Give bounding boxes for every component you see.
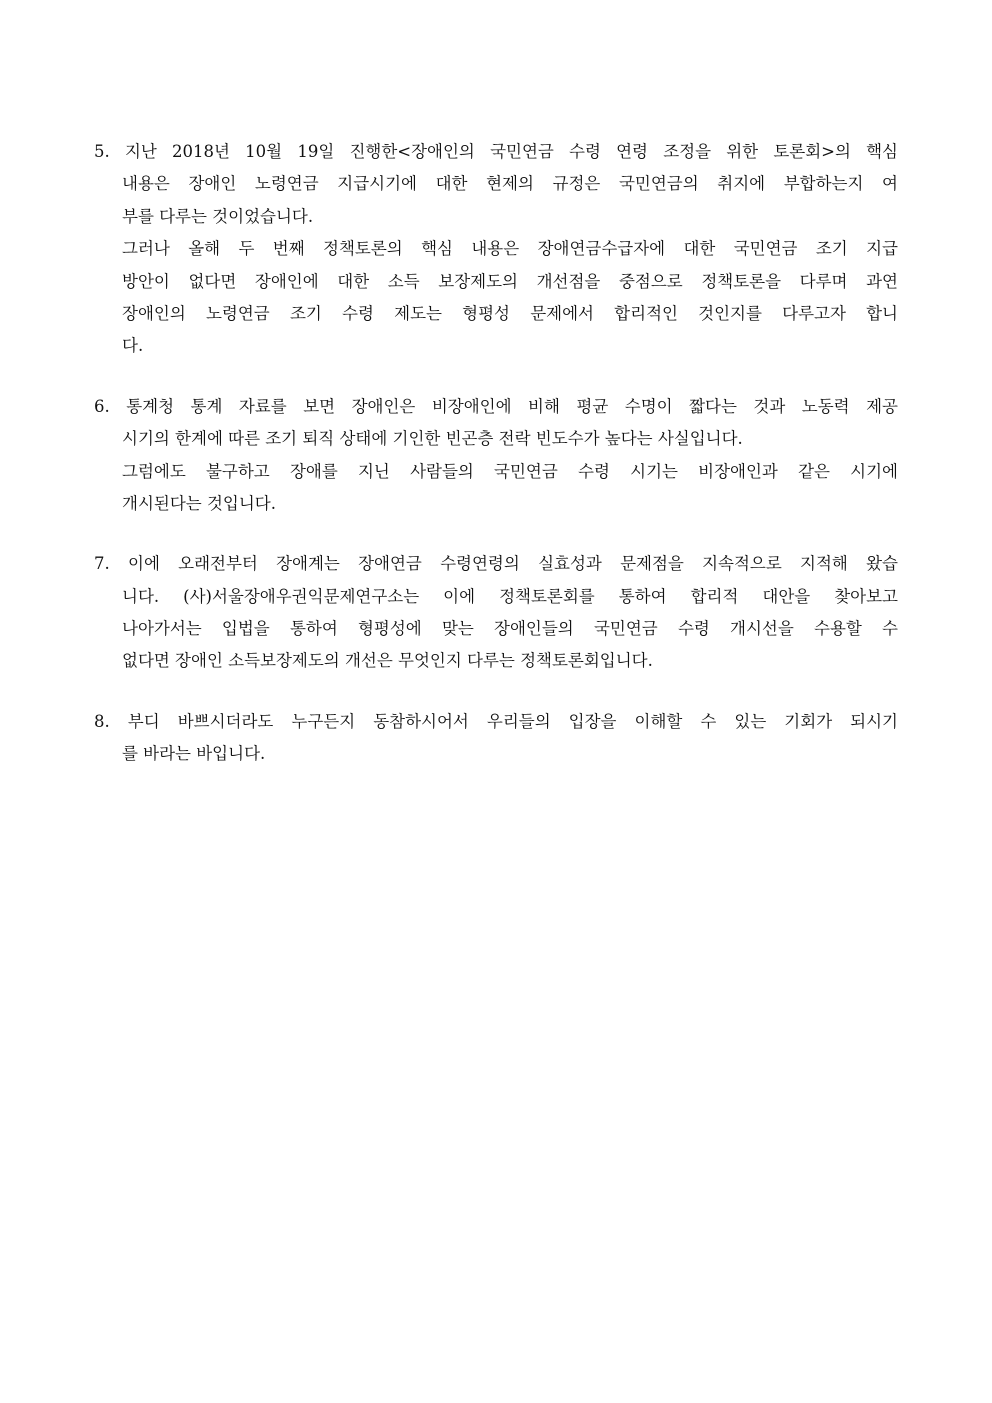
- paragraph-gap: [94, 678, 898, 706]
- paragraph-item-7: [94, 548, 898, 678]
- paragraph-item-8: [94, 706, 898, 771]
- paragraph-gap: [94, 363, 898, 391]
- document-body: [94, 136, 898, 771]
- text-line: 방안이 없다면 장애인에 대한 소득 보장제도의 개선점을 중점으로 정책토론을 다루며 과연: [122, 271, 898, 291]
- text-line: 6. 통계청 통계 자료를 보면 장애인은 비장애인에 비해 평균 수명이 짧다는 것과 노동력 제공: [94, 396, 898, 416]
- paragraph-item-5: [94, 136, 898, 363]
- paragraph-item-6: [94, 391, 898, 521]
- text-line: 없다면 장애인 소득보장제도의 개선은 무엇인지 다루는 정책토론회입니다.: [122, 651, 653, 671]
- text-line: 부를 다루는 것이었습니다.: [122, 206, 314, 226]
- text-line: 개시된다는 것입니다.: [122, 493, 276, 513]
- text-line: 니다. (사)서울장애우권익문제연구소는 이에 정책토론회를 통하여 합리적 대안을 찾아보고: [122, 586, 898, 606]
- text-line: 그러나 올해 두 번째 정책토론의 핵심 내용은 장애연금수급자에 대한 국민연금 조기 지급: [122, 239, 898, 259]
- text-line: 5. 지난 2018년 10월 19일 진행한<장애인의 국민연금 수령 연령 조정을 위한 토론회>의 핵심: [94, 142, 898, 161]
- text-line: 나아가서는 입법을 통하여 형평성에 맞는 장애인들의 국민연금 수령 개시선을 수용할 수: [122, 619, 898, 639]
- text-line: 다.: [122, 336, 144, 356]
- text-line: 그럼에도 불구하고 장애를 지닌 사람들의 국민연금 수령 시기는 비장애인과 같은 시기에: [122, 461, 898, 481]
- text-line: 8. 부디 바쁘시더라도 누구든지 동참하시어서 우리들의 입장을 이해할 수 있는 기회가 되시기: [94, 711, 898, 731]
- text-line: 를 바라는 바입니다.: [122, 744, 266, 764]
- text-line: 7. 이에 오래전부터 장애계는 장애연금 수령연령의 실효성과 문제점을 지속적으로 지적해 왔습: [94, 554, 898, 574]
- paragraph-gap: [94, 520, 898, 548]
- text-line: 내용은 장애인 노령연금 지급시기에 대한 현제의 규정은 국민연금의 취지에 부합하는지 여: [122, 174, 898, 194]
- text-line: 장애인의 노령연금 조기 수령 제도는 형평성 문제에서 합리적인 것인지를 다루고자 합니: [122, 303, 898, 323]
- text-line: 시기의 한계에 따른 조기 퇴직 상태에 기인한 빈곤층 전락 빈도수가 높다는 사실입니다.: [122, 429, 743, 449]
